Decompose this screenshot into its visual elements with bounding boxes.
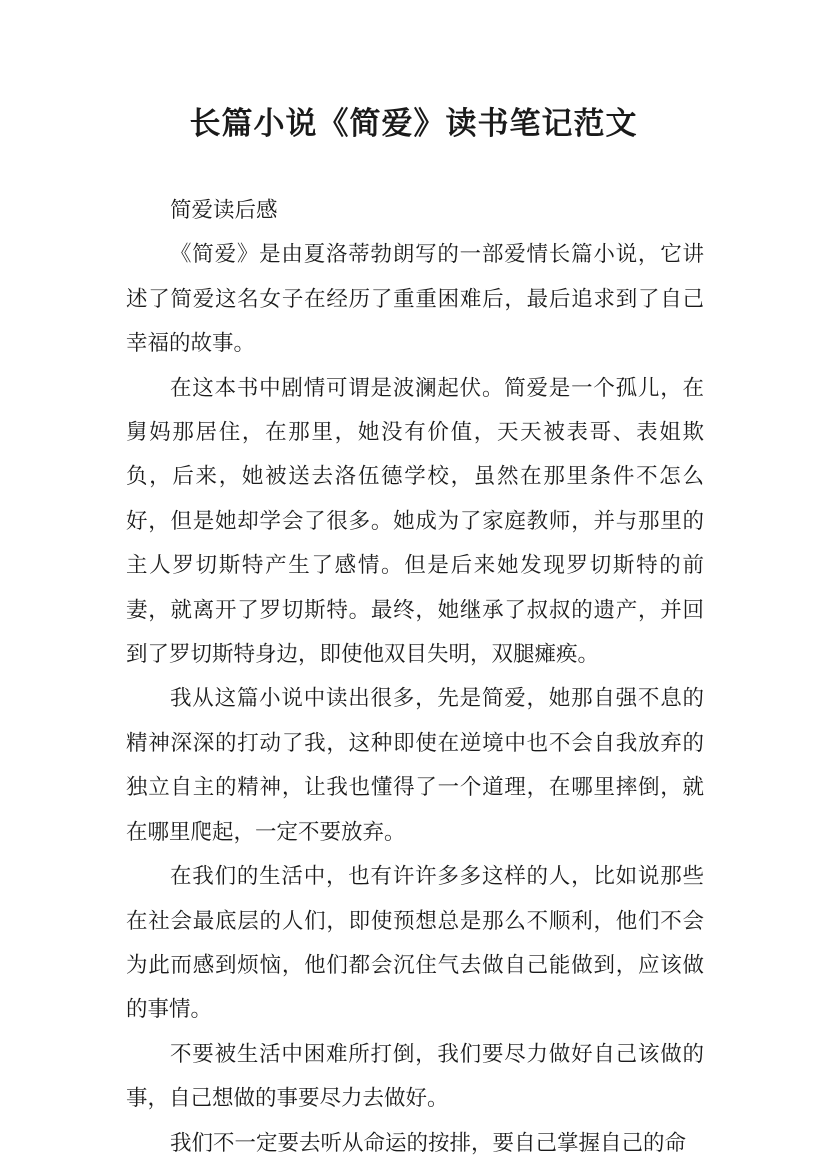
document-title: 长篇小说《简爱》读书笔记范文: [189, 106, 638, 142]
paragraph: 《简爱》是由夏洛蒂勃朗写的一部爱情长篇小说，它讲述了简爱这名女子在经历了重重困难后，最后追求到了自己幸福的故事。: [126, 242, 704, 357]
paragraph: 在这本书中剧情可谓是波澜起伏。简爱是一个孤儿，在舅妈那居住，在那里，她没有价值，天天被表哥、表姐欺负，后来，她被送去洛伍德学校，虽然在那里条件不怎么好，但是她却学会了很多。她成为了家庭教师，并与那里的主人罗切斯特产生了感情。但是后来她发现罗切斯特的前妻，就离开了罗切斯特。最终，她继承了叔叔的遗产，并回到了罗切斯特身边，即使他双目失明，双腿瘫痪。: [126, 375, 704, 668]
subheading: 简爱读后感: [170, 198, 278, 223]
paragraph: 我从这篇小说中读出很多，先是简爱，她那自强不息的精神深深的打动了我，这种即使在逆境中也不会自我放弃的独立自主的精神，让我也懂得了一个道理，在哪里摔倒，就在哪里爬起，一定不要放弃。: [126, 686, 704, 845]
document-body: [126, 189, 704, 1166]
paragraph: 在我们的生活中，也有许许多多这样的人，比如说那些在社会最底层的人们，即使预想总是那么不顺利，他们不会为此而感到烦恼，他们都会沉住气去做自己能做到，应该做的事情。: [126, 864, 704, 1023]
paragraph: 不要被生活中困难所打倒，我们要尽力做好自己该做的事，自己想做的事要尽力去做好。: [126, 1041, 704, 1112]
paragraph: 我们不一定要去听从命运的按排，要自己掌握自己的命: [170, 1130, 687, 1156]
